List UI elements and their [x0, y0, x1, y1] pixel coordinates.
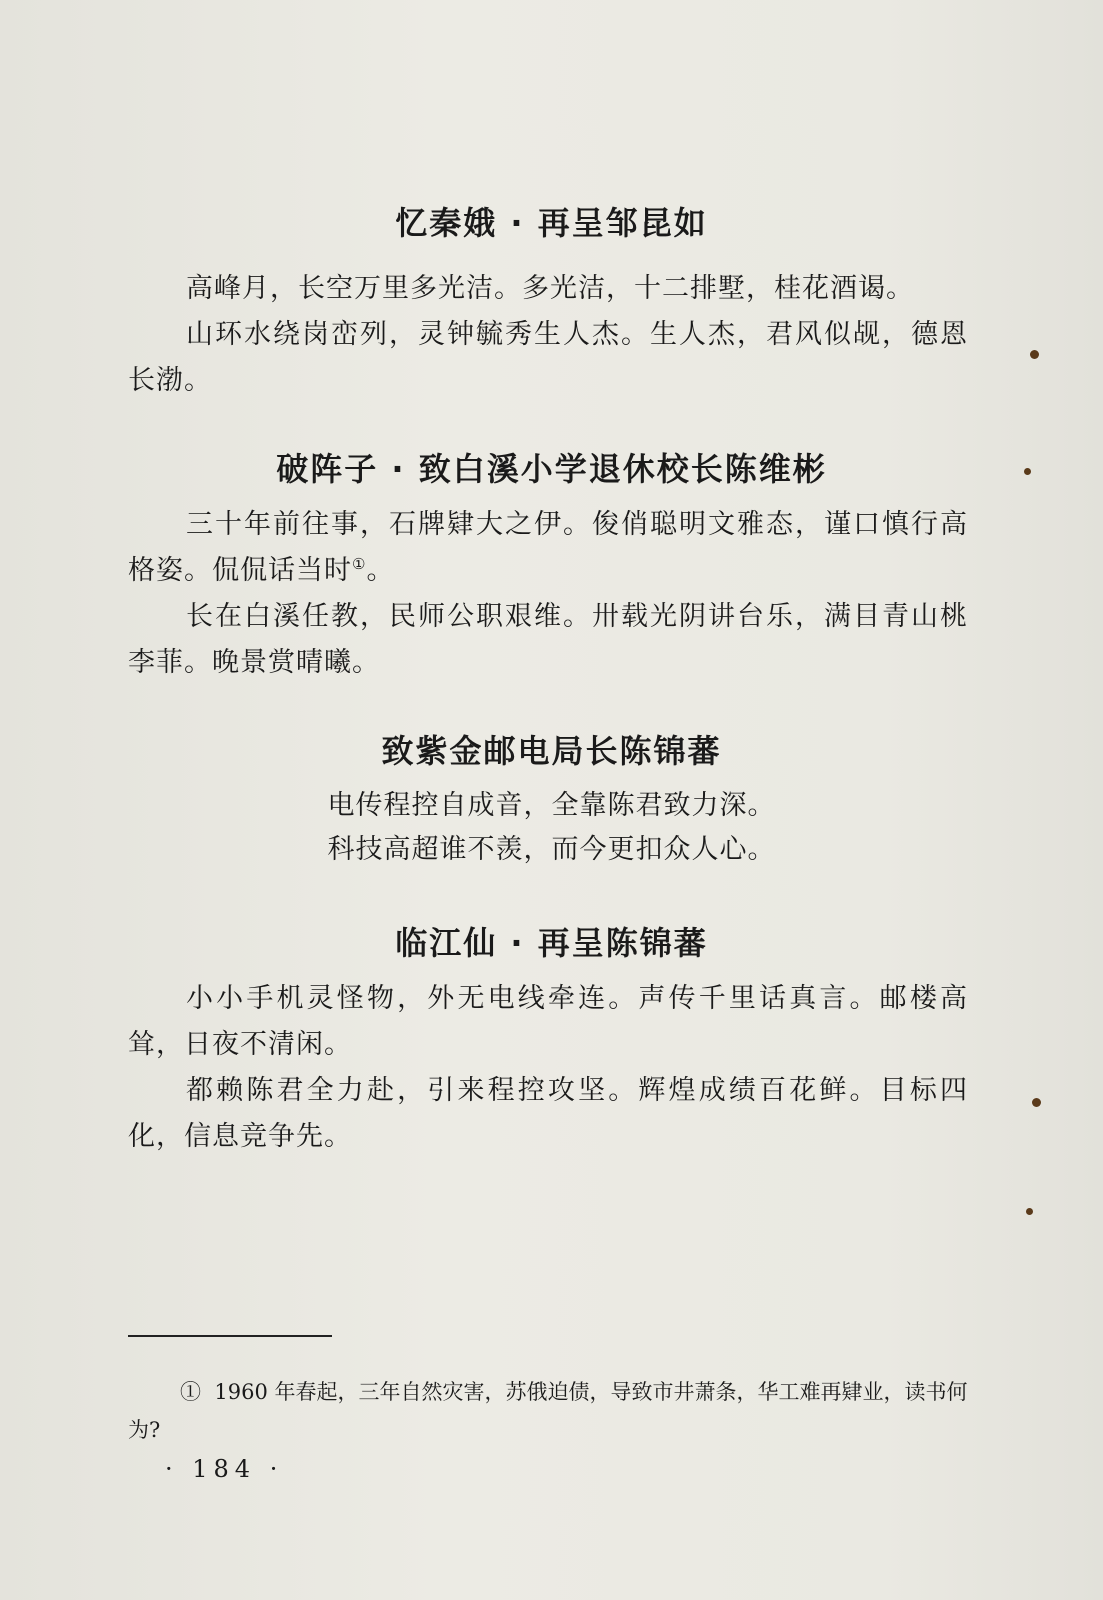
- poem-title: 致紫金邮电局长陈锦蕃: [381, 732, 722, 770]
- page-number: · 184 ·: [165, 1455, 284, 1483]
- poem-paragraph: 都赖陈君全力赴，引来程控攻坚。辉煌成绩百花鲜。目标四化，信息竞争先。: [128, 1075, 968, 1152]
- poem-paragraph: 长在白溪任教，民师公职艰维。卅载光阴讲台乐，满目青山桃李菲。晚景赏晴曦。: [128, 601, 968, 678]
- poem-paragraph: 高峰月，长空万里多光洁。多光洁，十二排墅，桂花酒谒。: [186, 273, 914, 304]
- footnote-marker: ①: [180, 1380, 201, 1404]
- poem-paragraph: 山环水绕岗峦列，灵钟毓秀生人杰。生人杰，君风似觇，德恩长渤。: [128, 319, 968, 396]
- verse-line: 科技高超谁不羡，而今更扣众人心。: [327, 834, 776, 865]
- verse-line: 电传程控自成音，全靠陈君致力深。: [327, 790, 776, 821]
- paragraph-end: 。: [366, 555, 395, 586]
- footnote-text: 1960 年春起，三年自然灾害，苏俄迫债，导致市井萧条，华工难再肄业，读书何为?: [128, 1380, 968, 1442]
- poem-paragraph: 小小手机灵怪物，外无电线牵连。声传千里话真言。邮楼高耸，日夜不清闲。: [128, 983, 968, 1060]
- paper-speck: [1032, 1098, 1041, 1107]
- paper-speck: [1026, 1208, 1033, 1215]
- paper-speck: [1024, 468, 1031, 475]
- paper-speck: [1030, 350, 1039, 359]
- footnote-divider: [128, 1335, 332, 1337]
- footnote: [128, 1373, 968, 1449]
- poem-title: 忆秦娥 · 再呈邹昆如: [395, 204, 708, 242]
- paragraph-text: 三十年前往事，石牌肄大之伊。俊俏聪明文雅态，谨口慎行高格姿。侃侃话当时: [128, 509, 968, 586]
- poem-title: 临江仙 · 再呈陈锦蕃: [395, 924, 708, 962]
- footnote-marker: ①: [352, 555, 367, 573]
- poem-paragraph: [128, 502, 968, 594]
- poem-title: 破阵子 · 致白溪小学退休校长陈维彬: [276, 450, 827, 488]
